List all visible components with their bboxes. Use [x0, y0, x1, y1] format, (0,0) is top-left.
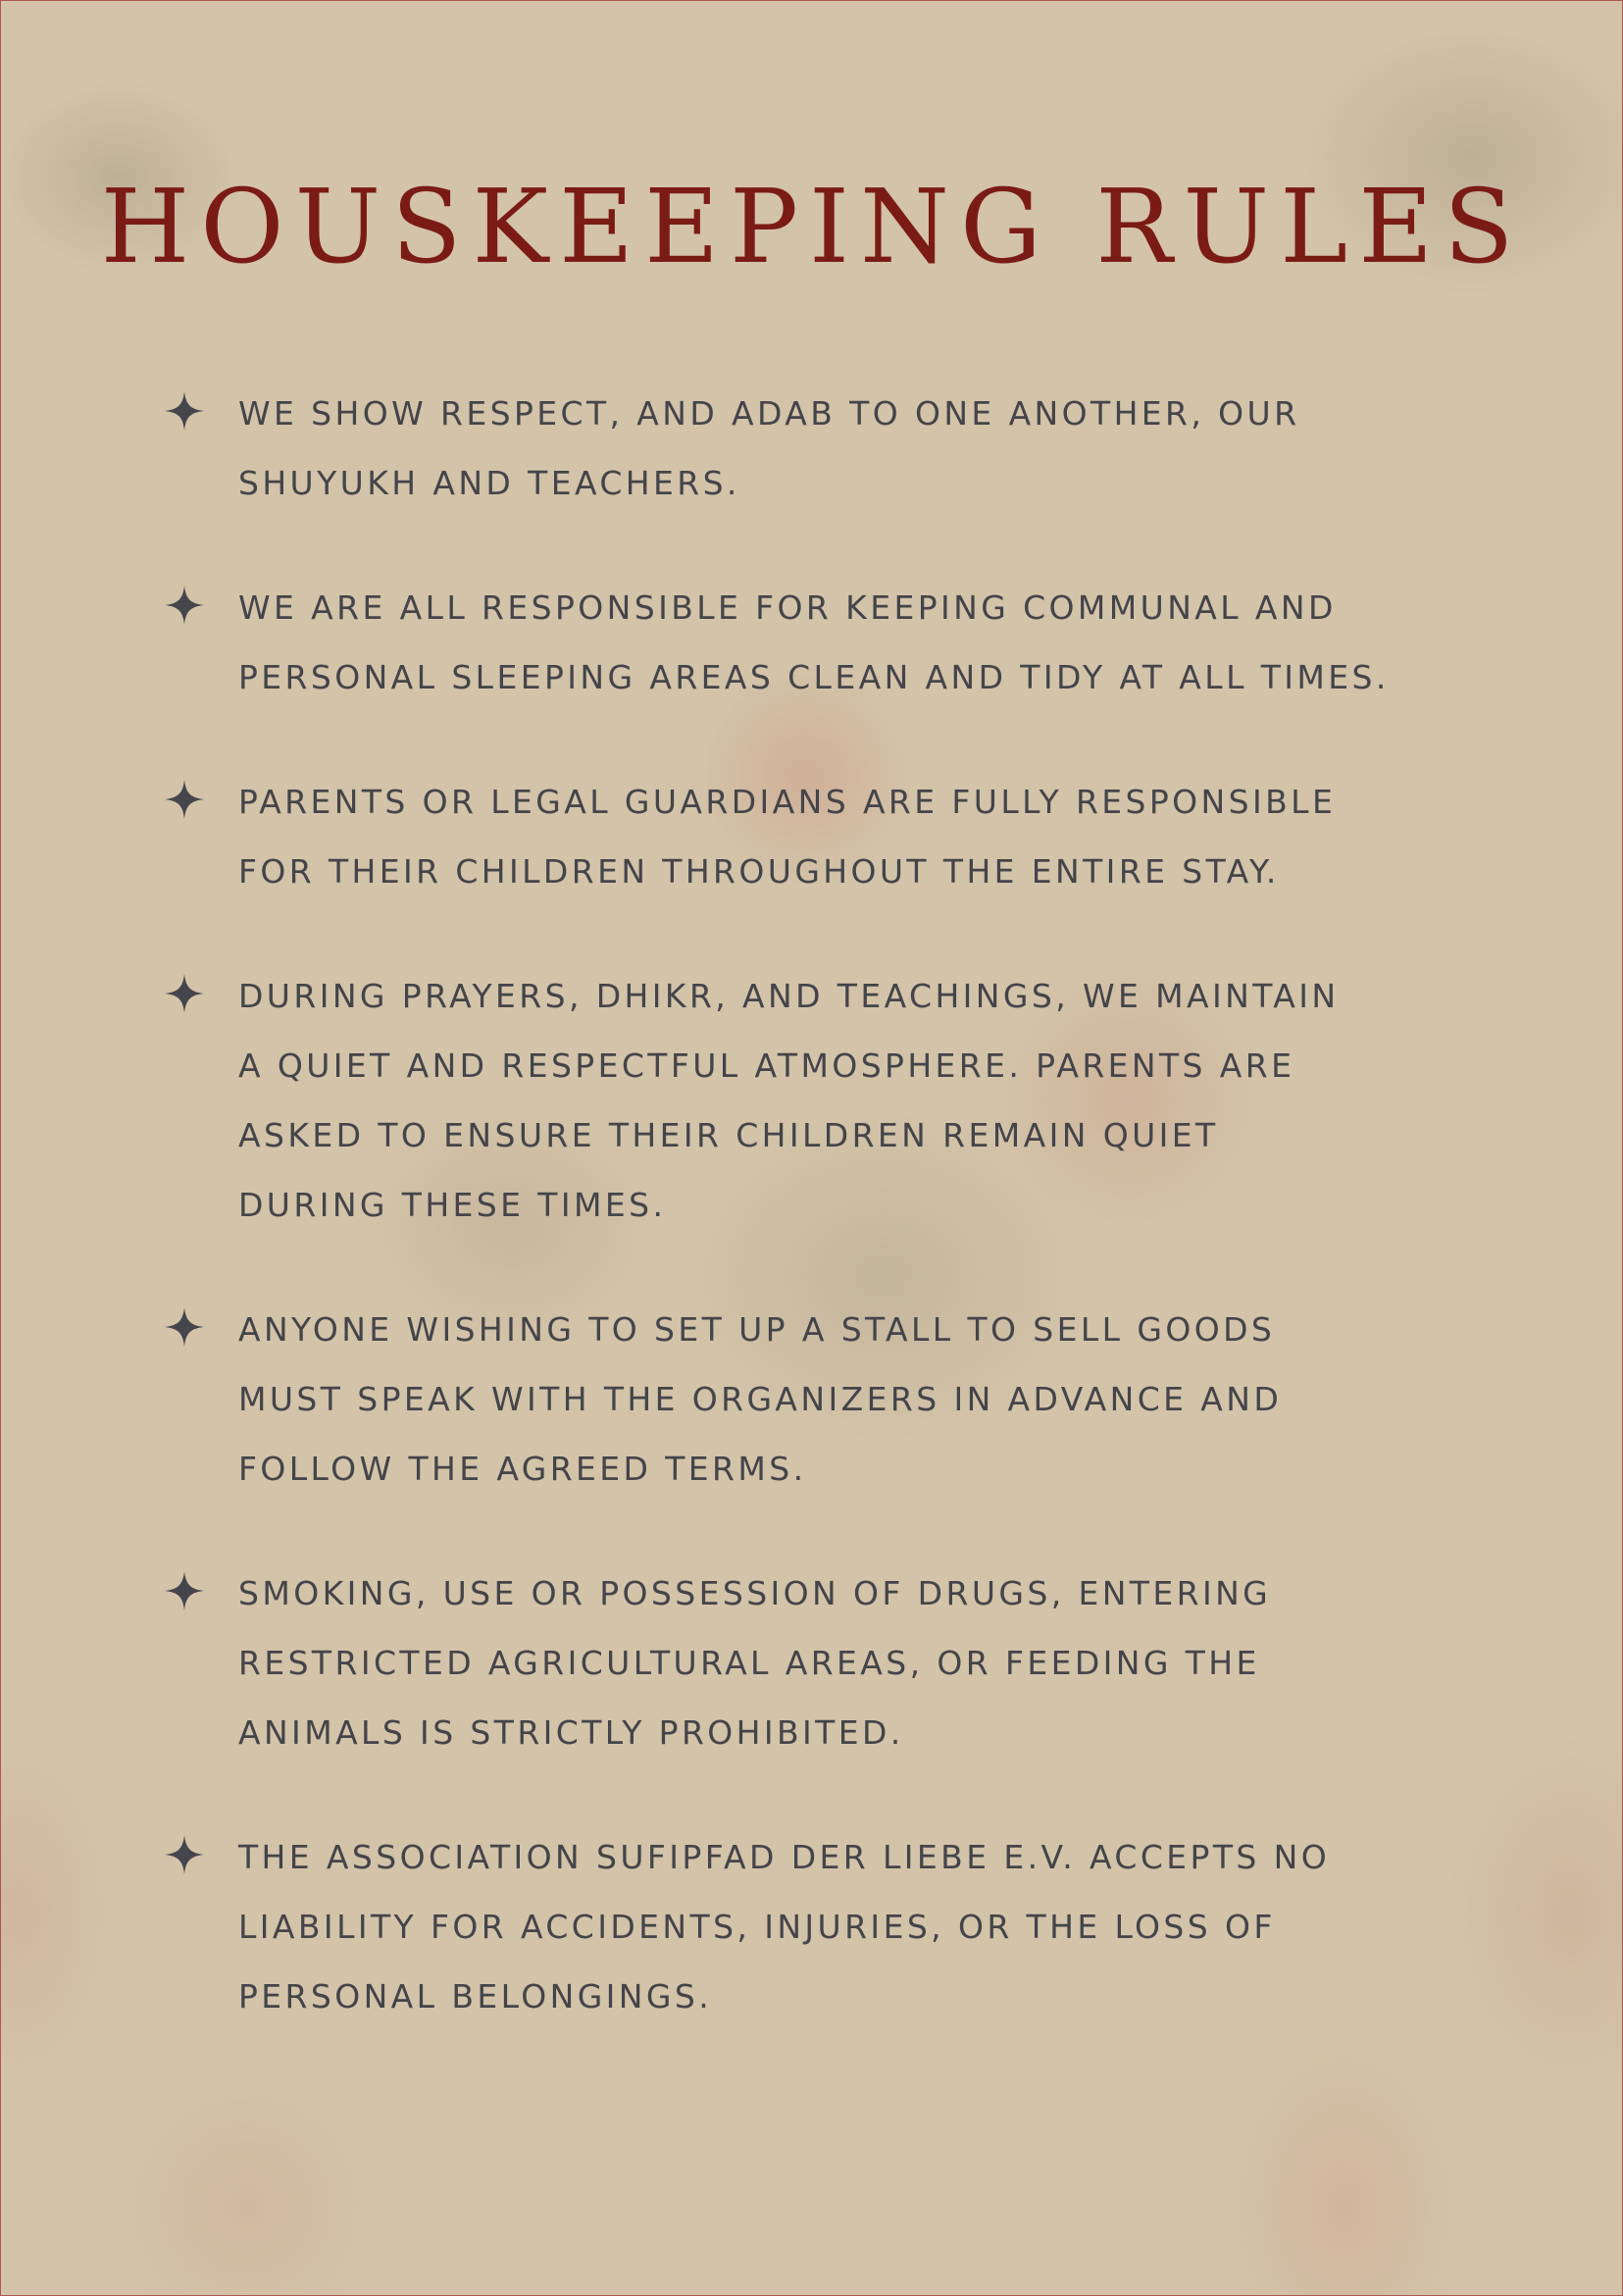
- rule-item-respect: [158, 379, 1531, 518]
- rule-item-quiet: [158, 961, 1531, 1240]
- four-point-star-icon: [164, 585, 205, 626]
- four-point-star-icon: [164, 1306, 205, 1348]
- four-point-star-icon: [164, 779, 205, 820]
- rule-item-prohibitions: [158, 1558, 1531, 1767]
- rule-item-liability: [158, 1822, 1531, 2031]
- four-point-star-icon: [164, 1834, 205, 1875]
- rule-text: ANYONE WISHING TO SET UP A STALL TO SELL GOODS MUST SPEAK WITH THE ORGANIZERS IN ADVANCE AND FOLLOW THE AGREED TERMS.: [238, 1310, 1283, 1488]
- rule-text: THE ASSOCIATION SUFIPFAD DER LIEBE E.V. ACCEPTS NO LIABILITY FOR ACCIDENTS, INJURIES, OR THE LOSS OF PERSONAL BELONGINGS.: [238, 1838, 1331, 2015]
- four-point-star-icon: [164, 1570, 205, 1611]
- rule-item-guardians: [158, 767, 1531, 906]
- rule-text: DURING PRAYERS, DHIKR, AND TEACHINGS, WE MAINTAIN A QUIET AND RESPECTFUL ATMOSPHERE. PARENTS ARE ASKED TO ENSURE THEIR CHILDREN REMAIN QUIET DURING THESE TIMES.: [238, 977, 1340, 1224]
- rule-text: WE SHOW RESPECT, AND ADAB TO ONE ANOTHER, OUR SHUYUKH AND TEACHERS.: [238, 394, 1300, 502]
- rule-text: SMOKING, USE OR POSSESSION OF DRUGS, ENTERING RESTRICTED AGRICULTURAL AREAS, OR FEEDING THE ANIMALS IS STRICTLY PROHIBITED.: [238, 1574, 1272, 1752]
- rule-item-stalls: [158, 1295, 1531, 1504]
- four-point-star-icon: [164, 973, 205, 1014]
- page-title: HOUSKEEPING RULES: [100, 167, 1525, 286]
- rule-text: PARENTS OR LEGAL GUARDIANS ARE FULLY RESPONSIBLE FOR THEIR CHILDREN THROUGHOUT THE ENTIRE STAY.: [238, 783, 1337, 891]
- four-point-star-icon: [164, 390, 205, 432]
- rules-list: [158, 379, 1531, 2086]
- rule-item-cleanliness: [158, 573, 1531, 712]
- rule-text: WE ARE ALL RESPONSIBLE FOR KEEPING COMMUNAL AND PERSONAL SLEEPING AREAS CLEAN AND TIDY AT ALL TIMES.: [238, 588, 1390, 696]
